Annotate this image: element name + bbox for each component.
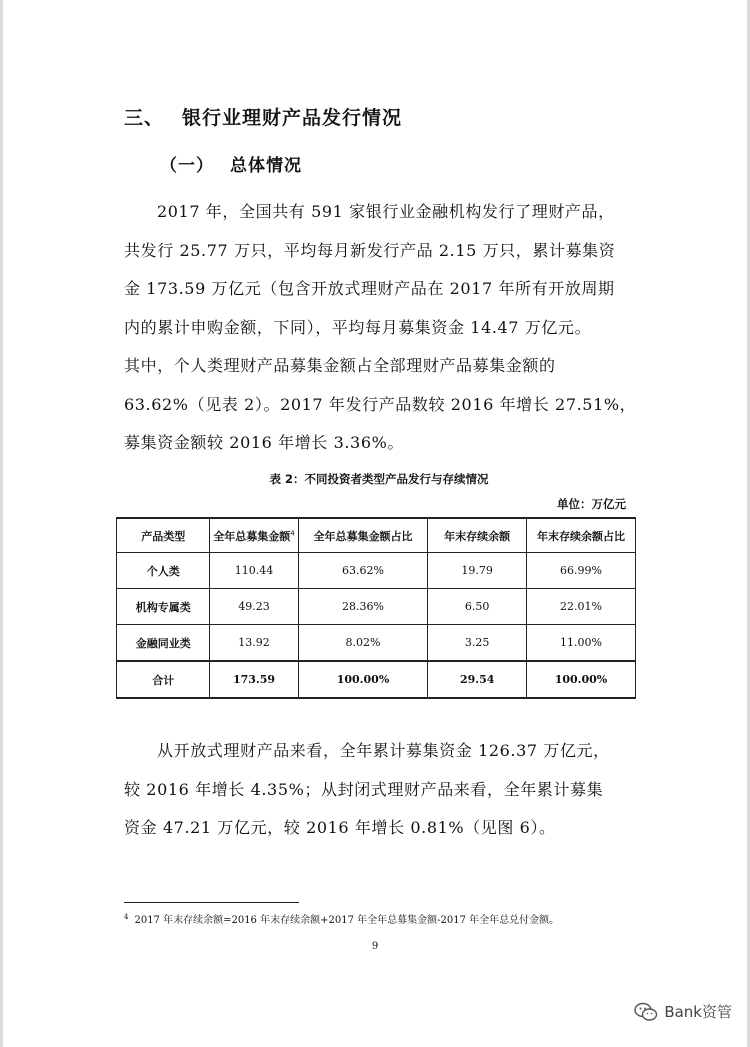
paragraph-line: 内的累计申购金额，下同），平均每月募集资金 14.47 万亿元。 — [124, 317, 592, 337]
cell-product-type: 金融同业类 — [117, 625, 210, 662]
cell-year-end-balance-share: 11.00% — [526, 625, 635, 662]
header-year-end-balance-share: 年末存续余额占比 — [526, 518, 635, 553]
header-total-raised-share: 全年总募集金额占比 — [298, 518, 428, 553]
paragraph-open-closed — [124, 732, 639, 848]
paragraph-line: 其中，个人类理财产品募集金额占全部理财产品募集金额的 — [124, 356, 556, 375]
header-year-end-balance: 年末存续余额 — [428, 518, 527, 553]
cell-year-end-balance: 19.79 — [428, 553, 527, 589]
cell-year-end-balance: 29.54 — [428, 661, 527, 698]
cell-product-type: 个人类 — [117, 553, 210, 589]
subsection-title: 总体情况 — [230, 156, 302, 176]
table-caption: 表 2：不同投资者类型产品发行与存续情况 — [269, 472, 489, 486]
section-heading — [124, 103, 402, 130]
footnote — [124, 911, 559, 926]
paragraph-line: 资金 47.21 万亿元，较 2016 年增长 0.81%（见图 6）。 — [124, 818, 556, 837]
cell-product-type: 合计 — [117, 661, 210, 698]
subsection-heading — [160, 151, 302, 176]
watermark — [634, 1001, 732, 1022]
cell-year-end-balance-share: 100.00% — [526, 661, 635, 698]
paragraph-line: 金 173.59 万亿元（包含开放式理财产品在 2017 年所有开放周期 — [124, 279, 615, 298]
cell-total-raised-share: 100.00% — [298, 661, 428, 698]
section-number: 三、 — [124, 107, 165, 129]
page-number: 9 — [371, 941, 379, 952]
footnote-marker: 4 — [290, 528, 295, 537]
cell-total-raised: 49.23 — [210, 589, 298, 625]
section-title: 银行业理财产品发行情况 — [182, 107, 403, 129]
table-row — [117, 625, 636, 662]
table-row — [117, 589, 636, 625]
table-row — [117, 553, 636, 589]
cell-year-end-balance: 6.50 — [428, 589, 527, 625]
footnote-number: 4 — [124, 912, 129, 921]
wechat-icon — [634, 1002, 658, 1022]
table-header-row — [117, 518, 636, 553]
cell-total-raised-share: 28.36% — [298, 589, 428, 625]
header-product-type: 产品类型 — [117, 518, 210, 553]
investor-type-table — [116, 517, 636, 699]
paragraph-line: 较 2016 年增长 4.35%；从封闭式理财产品来看，全年累计募集 — [124, 779, 604, 799]
cell-total-raised-share: 63.62% — [298, 553, 428, 589]
paragraph-overview — [124, 193, 639, 463]
cell-year-end-balance-share: 66.99% — [526, 553, 635, 589]
footnote-text: 2017 年末存续余额=2016 年末存续余额+2017 年全年总募集金额-2017 年全年总兑付金额。 — [134, 915, 560, 926]
cell-product-type: 机构专属类 — [117, 589, 210, 625]
table-unit: 单位：万亿元 — [557, 497, 626, 511]
cell-total-raised: 110.44 — [210, 553, 298, 589]
header-total-raised — [210, 518, 298, 553]
paragraph-line: 2017 年，全国共有 591 家银行业金融机构发行了理财产品， — [157, 202, 615, 221]
cell-year-end-balance: 3.25 — [428, 625, 527, 662]
cell-total-raised: 13.92 — [210, 625, 298, 662]
paragraph-line: 从开放式理财产品来看，全年累计募集资金 126.37 万亿元， — [157, 741, 610, 760]
paragraph-line: 募集资金额较 2016 年增长 3.36%。 — [124, 433, 405, 452]
footnote-divider — [124, 902, 299, 903]
paragraph-line: 63.62%（见表 2）。2017 年发行产品数较 2016 年增长 27.51%， — [124, 394, 637, 414]
table-total-row — [117, 661, 636, 698]
watermark-text: Bank资管 — [664, 1003, 732, 1021]
header-total-raised-label: 全年总募集金额 — [213, 529, 291, 543]
cell-total-raised: 173.59 — [210, 661, 298, 698]
cell-total-raised-share: 8.02% — [298, 625, 428, 662]
paragraph-line: 共发行 25.77 万只，平均每月新发行产品 2.15 万只，累计募集资 — [124, 240, 616, 260]
cell-year-end-balance-share: 22.01% — [526, 589, 635, 625]
subsection-number: （一） — [160, 156, 214, 176]
